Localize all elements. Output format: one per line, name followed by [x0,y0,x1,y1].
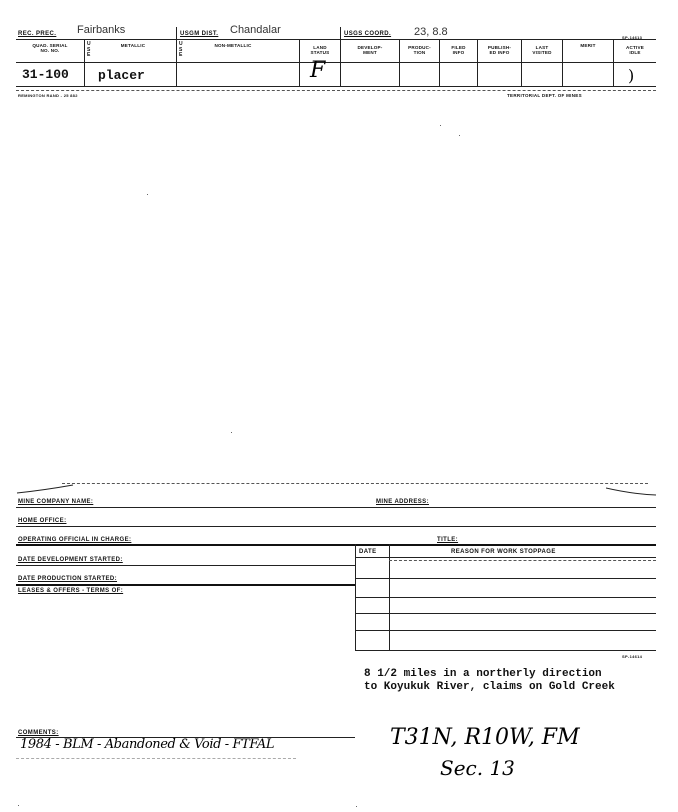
usgs-coord-value: 23, 8.8 [414,26,448,38]
operating-official-label: OPERATING OFFICIAL IN CHARGE: [18,537,132,543]
date-development-label: DATE DEVELOPMENT STARTED: [18,557,123,563]
comments-label: COMMENTS: [18,730,59,736]
col-production: PRODUC- TION [408,45,431,55]
col-filed-info: FILED INFO [451,45,466,55]
mine-address-label: MINE ADDRESS: [376,499,429,505]
date-col-label: DATE [359,549,377,555]
reason-col-label: REASON FOR WORK STOPPAGE [451,549,556,555]
active-idle-value: ) [628,66,635,85]
location-text-line2: to Koyukuk River, claims on Gold Creek [364,681,615,693]
usgm-dist-label: USGM DIST. [180,31,219,37]
usgs-coord-label: USGS COORD. [344,31,392,37]
torn-edge-left [15,484,75,494]
col-metallic: METALLIC [120,43,146,48]
department-label: TERRITORIAL DEPT. OF MINES [507,93,582,98]
rec-prec-value: Fairbanks [77,24,126,36]
form-number-bottom: SP-14614 [622,654,643,659]
col-quad-serial: QUAD. SERIAL NO. NO. [32,43,68,53]
col-merit: MERIT [580,43,596,48]
col-use-metallic: U S E [87,41,91,58]
leases-label: LEASES & OFFERS - TERMS OF: [18,588,124,594]
location-text-line1: 8 1/2 miles in a northerly direction [364,668,602,680]
comments-handwritten: 1984 - BLM - Abandoned & Void - FTFAL [20,737,275,752]
title-label: TITLE: [437,537,459,543]
mine-company-name-label: MINE COMPANY NAME: [18,499,94,505]
quad-serial-value: 31-100 [22,67,69,82]
col-last-visited: LAST VISITED [532,45,552,55]
date-production-label: DATE PRODUCTION STARTED: [18,576,118,582]
land-status-value: F [310,58,326,83]
col-development: DEVELOP- MENT [357,45,383,55]
torn-edge-right [606,486,658,496]
section-handwritten: Sec. 13 [440,756,515,780]
form-number-top: SP-14613 [622,35,643,40]
col-land-status: LAND STATUS [310,45,330,55]
home-office-label: HOME OFFICE: [18,518,67,524]
rec-prec-label: REC. PREC. [18,31,57,37]
printer-imprint: REMINGTON RAND - 25 882 [18,93,78,98]
col-use-nonmetallic: U S E [179,41,183,58]
col-active-idle: ACTIVE IDLE [625,45,645,55]
usgm-dist-value: Chandalar [230,24,281,36]
metallic-value: placer [98,68,145,83]
col-nonmetallic: NON-METALLIC [214,43,252,48]
col-published-info: PUBLISH- ED INFO [487,45,512,55]
township-handwritten: T31N, R10W, FM [390,725,580,750]
